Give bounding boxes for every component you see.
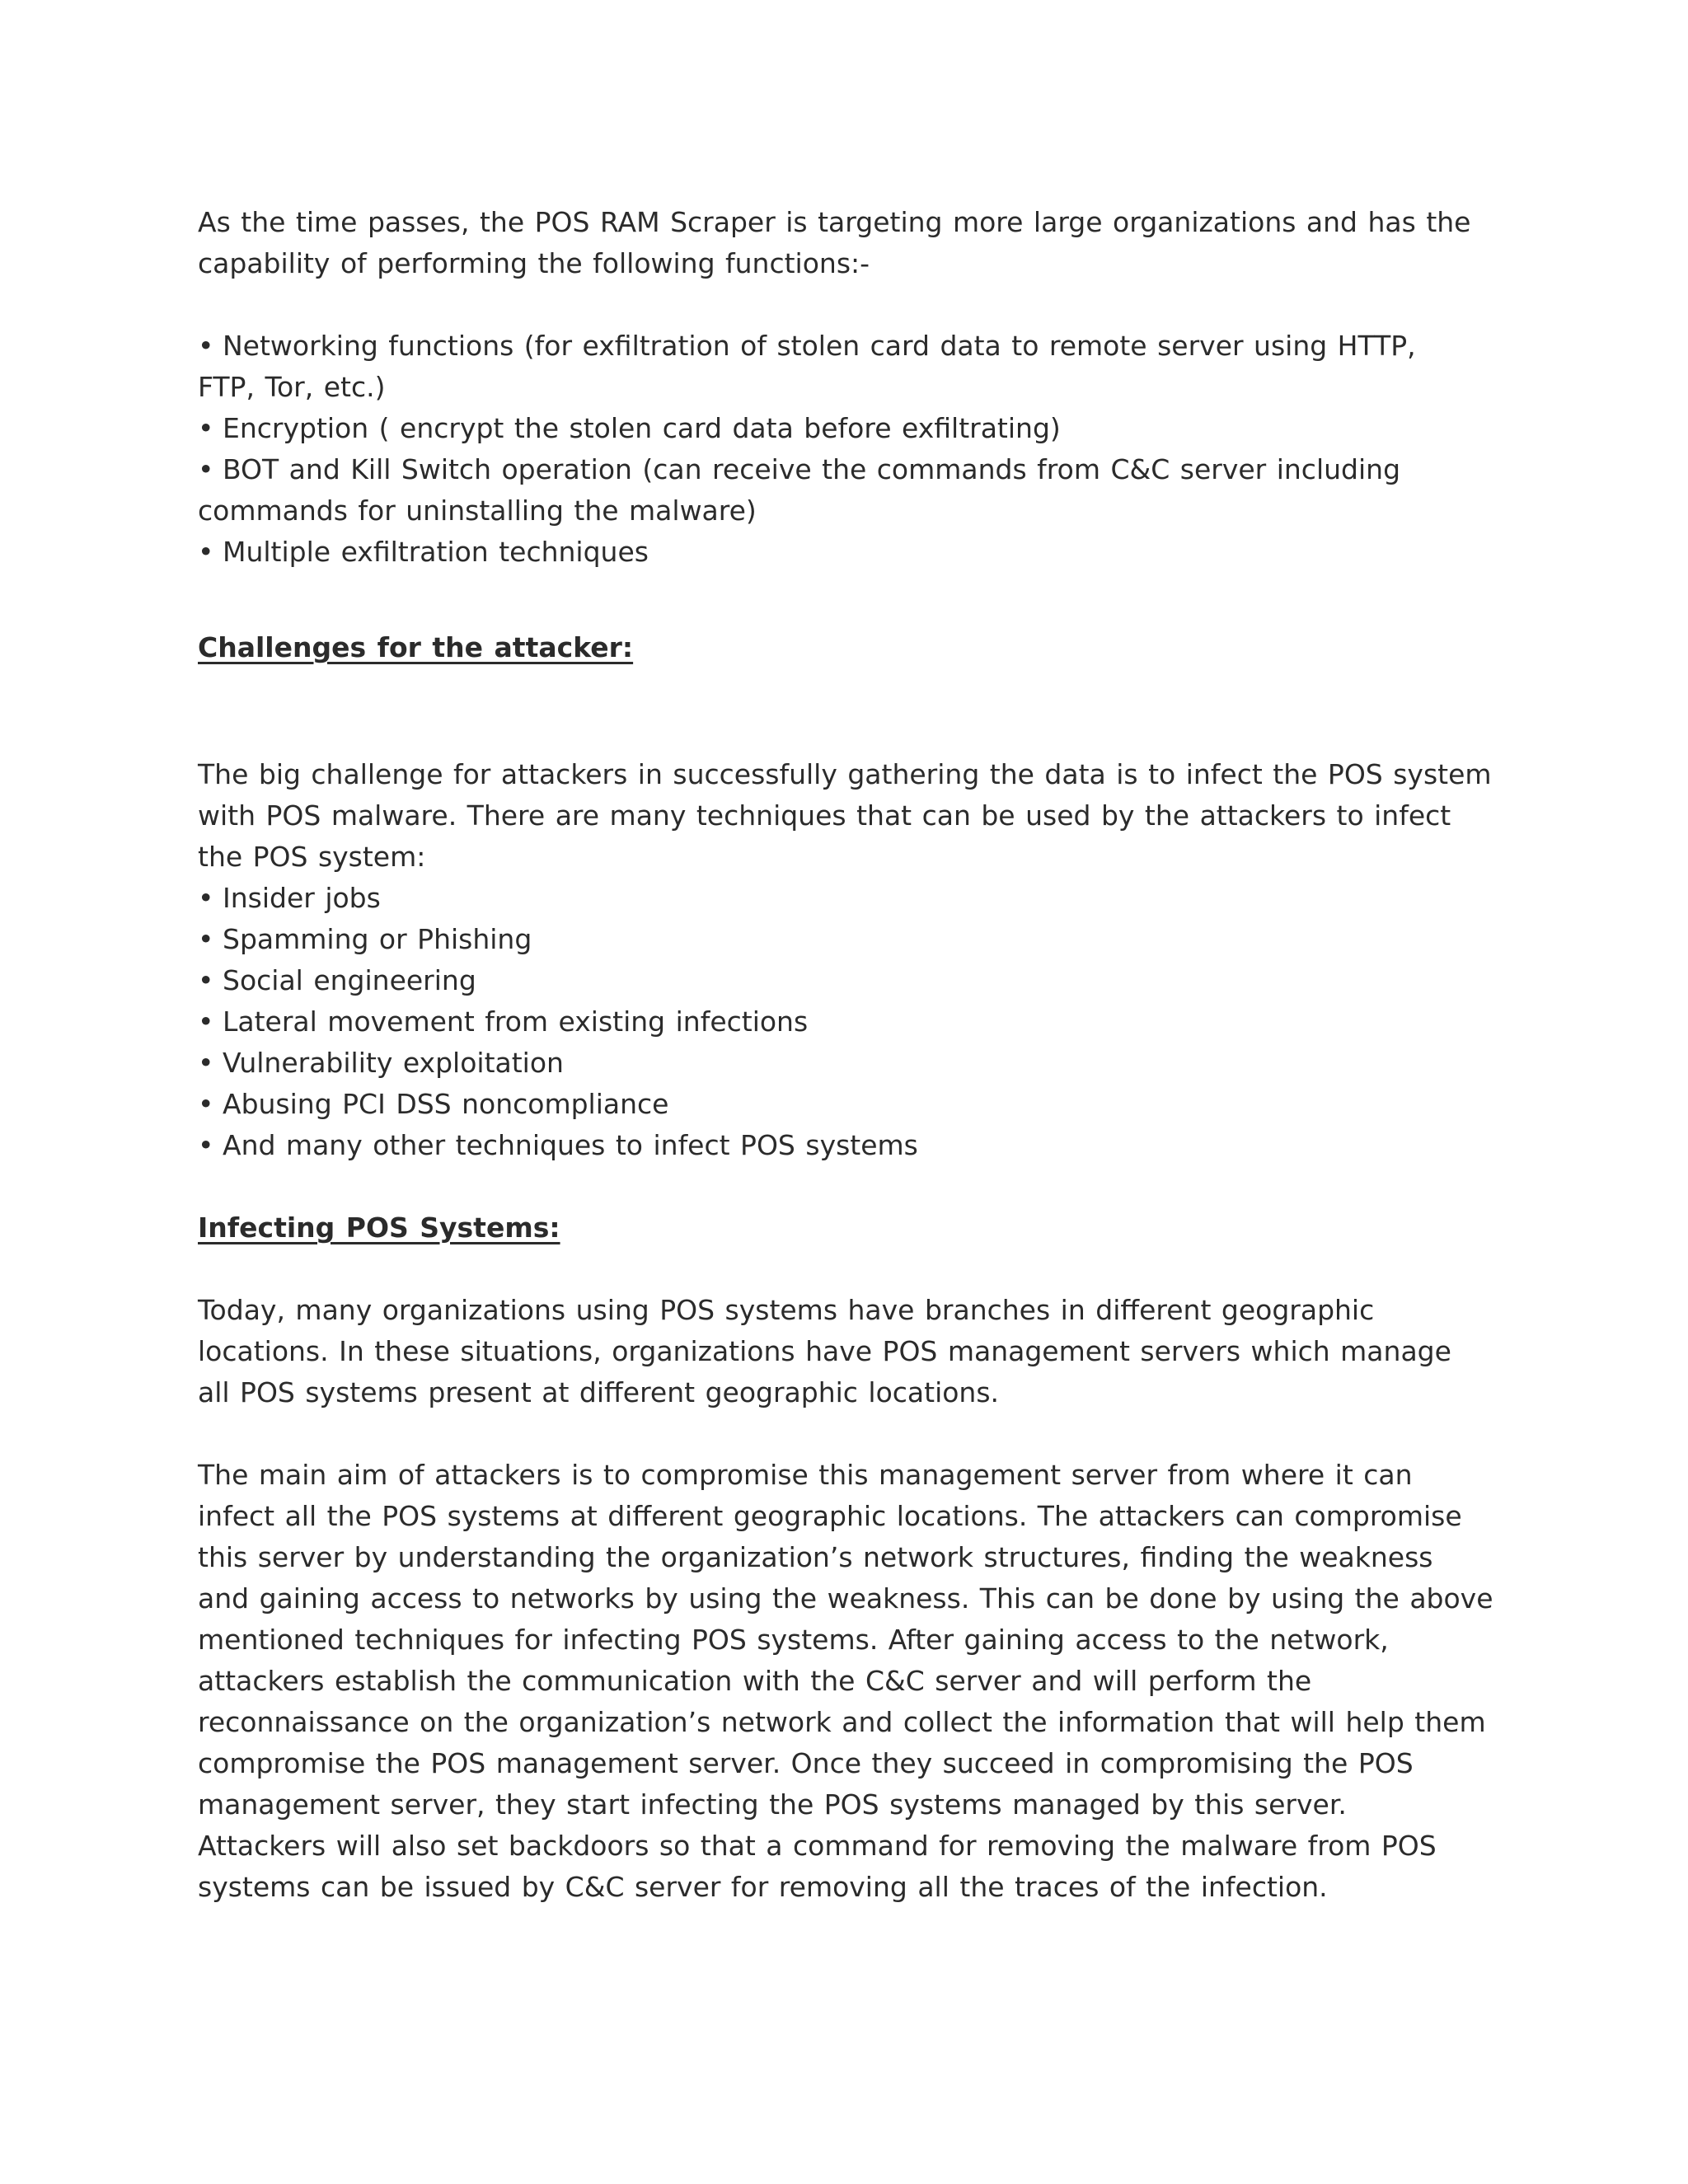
list-item [198,878,1517,919]
bullet-icon: • [198,330,214,362]
bullet-icon: • [198,964,214,996]
paragraph-line: and gaining access to networks by using the weakness. This can be done by using the above [198,1582,1493,1615]
list-item [198,919,1517,960]
intro-line: capability of performing the following functions:- [198,247,870,279]
bullet-icon: • [198,882,214,914]
list-item-text: BOT and Kill Switch operation (can receive the commands from C&C server including [223,453,1401,485]
paragraph-line: The main aim of attackers is to compromise this management server from where it can [198,1459,1413,1491]
list-item-text: Networking functions (for exfiltration of stolen card data to remote server using HTTP, [223,330,1416,362]
functions-list [198,326,1517,573]
list-item-text: Social engineering [223,964,476,996]
bullet-icon: • [198,1088,214,1120]
list-item [198,408,1517,449]
paragraph-line: infect all the POS systems at different geographic locations. The attackers can compromise [198,1500,1462,1532]
paragraph-line: systems can be issued by C&C server for removing all the traces of the infection. [198,1871,1328,1903]
list-item-continuation [198,490,1517,532]
document-page [198,202,1517,1908]
intro-line: As the time passes, the POS RAM Scraper is targeting more large organizations and has the [198,206,1471,238]
challenges-line: with POS malware. There are many techniques that can be used by the attackers to infect [198,799,1451,832]
paragraph-line: attackers establish the communication with the C&C server and will perform the [198,1665,1312,1697]
list-item [198,532,1517,573]
list-item-text: Vulnerability exploitation [223,1047,564,1079]
paragraph-line: compromise the POS management server. Once they succeed in compromising the POS [198,1747,1414,1779]
bullet-icon: • [198,1005,214,1038]
list-item [198,1125,1517,1166]
list-item [198,326,1517,367]
paragraph-line: locations. In these situations, organizations have POS management servers which manage [198,1335,1451,1367]
infecting-paragraph-2 [198,1455,1517,1908]
bullet-icon: • [198,1129,214,1161]
list-item-text: Abusing PCI DSS noncompliance [223,1088,669,1120]
list-item-text: FTP, Tor, etc.) [198,371,386,403]
list-item-text: Lateral movement from existing infections [223,1005,809,1038]
list-item-text: And many other techniques to infect POS systems [223,1129,918,1161]
list-item [198,1043,1517,1084]
challenges-line: The big challenge for attackers in successfully gathering the data is to infect the POS system [198,758,1492,790]
list-item-text: Spamming or Phishing [223,923,532,955]
paragraph-line: this server by understanding the organization’s network structures, finding the weakness [198,1541,1433,1573]
list-item [198,449,1517,490]
infecting-paragraph-1 [198,1290,1517,1413]
challenges-heading: Challenges for the attacker: [198,631,634,663]
bullet-icon: • [198,536,214,568]
list-item-text: commands for uninstalling the malware) [198,494,757,527]
techniques-list [198,878,1517,1166]
bullet-icon: • [198,923,214,955]
paragraph-line: Attackers will also set backdoors so that a command for removing the malware from POS [198,1830,1437,1862]
paragraph-line: management server, they start infecting the POS systems managed by this server. [198,1788,1347,1821]
list-item [198,1084,1517,1125]
paragraph-line: reconnaissance on the organization’s network and collect the information that will help them [198,1706,1486,1738]
bullet-icon: • [198,412,214,444]
infecting-heading: Infecting POS Systems: [198,1212,560,1244]
bullet-icon: • [198,1047,214,1079]
challenges-paragraph [198,754,1517,878]
challenges-line: the POS system: [198,841,426,873]
list-item [198,1001,1517,1043]
paragraph-line: mentioned techniques for infecting POS systems. After gaining access to the network, [198,1624,1389,1656]
paragraph-line: Today, many organizations using POS systems have branches in different geographic [198,1294,1375,1326]
bullet-icon: • [198,453,214,485]
list-item-text: Multiple exfiltration techniques [223,536,649,568]
list-item-continuation [198,367,1517,408]
list-item-text: Insider jobs [223,882,381,914]
paragraph-line: all POS systems present at different geographic locations. [198,1376,1000,1408]
list-item-text: Encryption ( encrypt the stolen card data before exfiltrating) [223,412,1061,444]
intro-paragraph [198,202,1517,284]
list-item [198,960,1517,1001]
